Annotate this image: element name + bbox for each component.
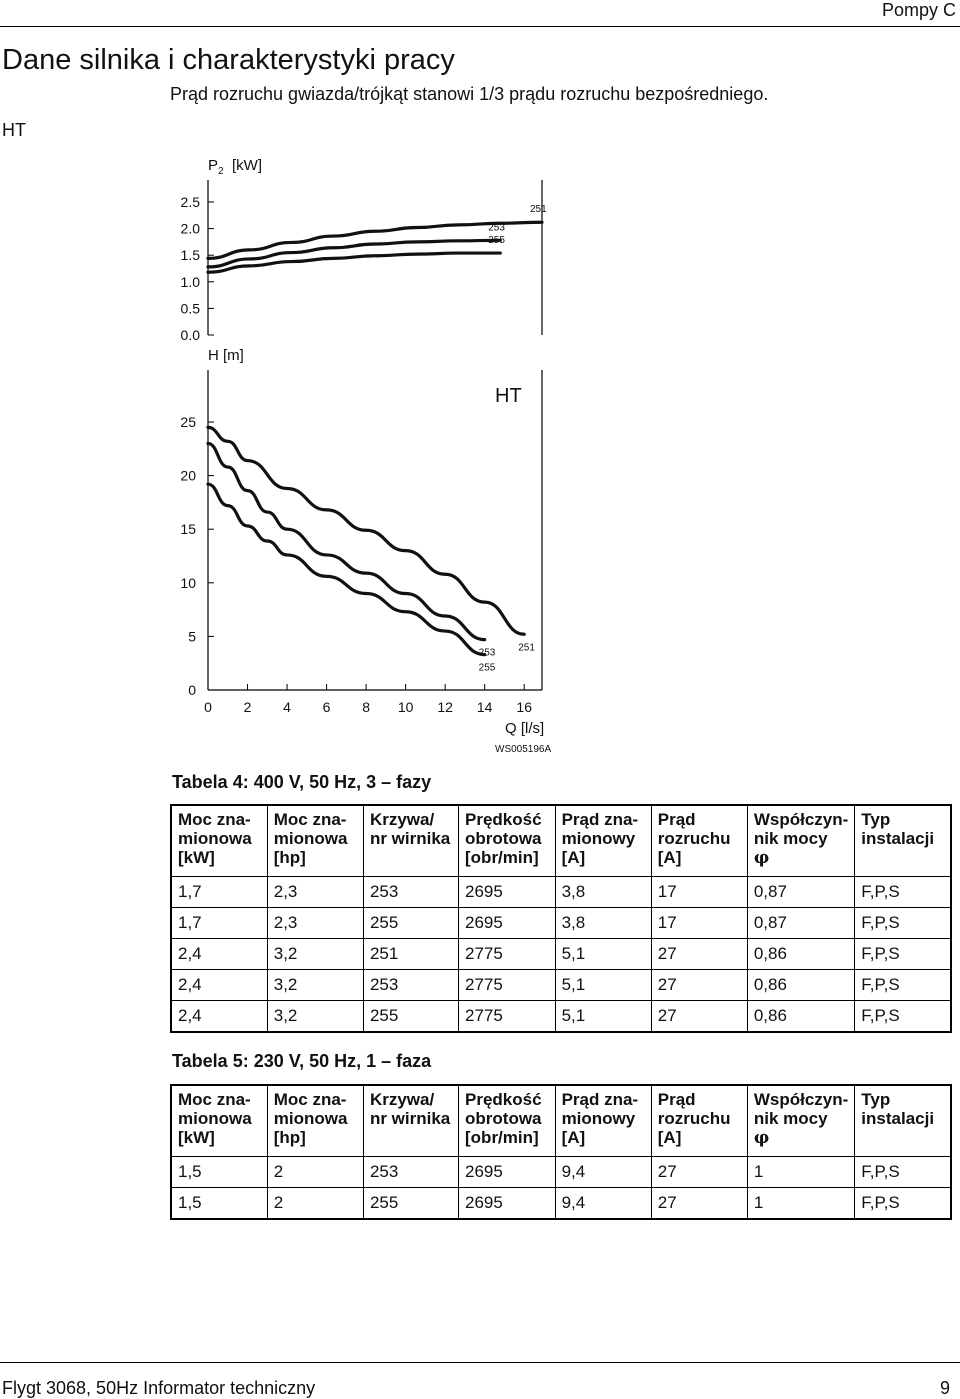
head-xtick-label: 4 [283, 699, 291, 715]
table5 [170, 1084, 952, 1220]
table-cell: 17 [651, 877, 747, 908]
power-yticks [181, 194, 214, 343]
table-header-cell: Prąd rozruchu [A] [651, 805, 747, 877]
head-chart [150, 340, 570, 760]
table-row [171, 1157, 951, 1188]
table-cell: F,P,S [855, 939, 951, 970]
table-cell: 3,8 [555, 908, 651, 939]
table-cell: 253 [363, 877, 458, 908]
table-row [171, 1188, 951, 1220]
head-curve-label: 255 [478, 662, 496, 674]
table-cell: F,P,S [855, 1001, 951, 1033]
table-cell: 251 [363, 939, 458, 970]
section-label: HT [2, 120, 26, 140]
head-yticks [180, 414, 214, 698]
table-header-cell: Prąd zna- mionowy [A] [555, 1085, 651, 1157]
table-cell: 253 [363, 1157, 458, 1188]
table-header-cell: Krzywa/ nr wirnika [363, 805, 458, 877]
table4-caption: Tabela 4: 400 V, 50 Hz, 3 – fazy [172, 772, 432, 792]
table-cell: 1,5 [171, 1157, 267, 1188]
table-row [171, 939, 951, 970]
table-cell: 1,5 [171, 1188, 267, 1220]
table-cell: 27 [651, 939, 747, 970]
table-header-cell: Prąd zna- mionowy [A] [555, 805, 651, 877]
power-curve-255 [208, 253, 500, 272]
table-header-cell: Typ instalacji [855, 1085, 951, 1157]
table-cell: 2,4 [171, 939, 267, 970]
table-cell: 2,4 [171, 1001, 267, 1033]
table-header-cell: Moc zna- mionowa [hp] [267, 1085, 363, 1157]
table-header-cell: Prędkość obrotowa [obr/min] [459, 805, 556, 877]
table-header-cell: Moc zna- mionowa [kW] [171, 805, 267, 877]
table-cell: 17 [651, 908, 747, 939]
table-cell: 27 [651, 1188, 747, 1220]
phi-symbol: φ [753, 1128, 770, 1148]
table-row [171, 908, 951, 939]
table-cell: 0,87 [747, 908, 854, 939]
table-cell: 5,1 [555, 1001, 651, 1033]
table-cell: 9,4 [555, 1157, 651, 1188]
table-header-cell: Typ instalacji [855, 805, 951, 877]
table4-header-row [171, 805, 951, 877]
head-ytick-label: 25 [180, 414, 196, 430]
head-xtick-label: 14 [476, 699, 493, 715]
footer-rule [0, 1362, 960, 1363]
power-series [208, 204, 547, 272]
phi-symbol: φ [753, 848, 770, 868]
table-cell: 255 [363, 1001, 458, 1033]
table-cell: 27 [651, 1157, 747, 1188]
table-cell: 9,4 [555, 1188, 651, 1220]
power-ytick-label: 0.0 [180, 327, 200, 343]
table-header-cell: Współczyn- nik mocy φ [747, 1085, 854, 1157]
table-header-cell: Moc zna- mionowa [hp] [267, 805, 363, 877]
table-cell: 3,2 [267, 970, 363, 1001]
head-xtick-label: 0 [204, 699, 212, 715]
head-xtick-label: 16 [516, 699, 533, 715]
head-xtick-label: 2 [243, 699, 252, 715]
power-ytick-label: 1.5 [180, 247, 200, 264]
table-header-cell: Krzywa/ nr wirnika [363, 1085, 458, 1157]
table-cell: 255 [363, 908, 458, 939]
power-ylabel-sub: 2 [218, 166, 224, 177]
figure-code: WS005196A [495, 744, 552, 755]
head-xtick-label: 10 [397, 699, 414, 715]
power-ytick-label: 2.0 [180, 220, 200, 237]
page-title: Dane silnika i charakterystyki pracy [2, 44, 455, 76]
table-cell: 253 [363, 970, 458, 1001]
head-curve-label: 251 [518, 642, 535, 654]
table5-header-row [171, 1085, 951, 1157]
power-ytick-label: 0.5 [180, 300, 200, 317]
table-cell: 1,7 [171, 908, 267, 939]
table-cell: 2695 [459, 1157, 556, 1188]
power-curve-label: 253 [488, 222, 505, 234]
table-cell: 3,8 [555, 877, 651, 908]
power-ytick-label: 1.0 [180, 273, 200, 290]
head-curve-253 [208, 443, 485, 639]
table-header-cell: Prąd rozruchu [A] [651, 1085, 747, 1157]
table-cell: 2775 [459, 970, 556, 1001]
head-curve-255 [208, 484, 485, 654]
table-cell: 1 [747, 1157, 854, 1188]
table-cell: 5,1 [555, 970, 651, 1001]
table-cell: 2695 [459, 1188, 556, 1220]
power-curve-label: 251 [530, 204, 547, 216]
table-cell: 255 [363, 1188, 458, 1220]
table-cell: 3,2 [267, 939, 363, 970]
page-subtitle: Prąd rozruchu gwiazda/trójkąt stanowi 1/3 prądu rozruchu bezpośredniego. [170, 84, 769, 104]
table-cell: 2 [267, 1157, 363, 1188]
table-cell: 27 [651, 970, 747, 1001]
table-cell: 2,3 [267, 877, 363, 908]
power-ylabel-unit: [kW] [232, 157, 262, 174]
table-cell: 2 [267, 1188, 363, 1220]
head-xtick-label: 12 [437, 699, 453, 715]
table-header-cell: Prędkość obrotowa [obr/min] [459, 1085, 556, 1157]
header-rule [0, 26, 960, 27]
table-row [171, 877, 951, 908]
head-ytick-label: 20 [180, 467, 196, 484]
table-cell: F,P,S [855, 1157, 951, 1188]
table-header-cell: Moc zna- mionowa [kW] [171, 1085, 267, 1157]
power-curve-label: 255 [488, 235, 505, 247]
table5-caption: Tabela 5: 230 V, 50 Hz, 1 – faza [172, 1051, 432, 1071]
head-curve-label: 253 [478, 647, 496, 659]
table-cell: F,P,S [855, 877, 951, 908]
table-cell: F,P,S [855, 1188, 951, 1220]
table-cell: 2,4 [171, 970, 267, 1001]
head-ylabel: H [m] [208, 347, 244, 364]
head-xlabel: Q [l/s] [505, 720, 545, 737]
head-xtick-label: 8 [362, 699, 371, 715]
head-series [208, 427, 535, 673]
table-cell: 1 [747, 1188, 854, 1220]
head-xticks [204, 684, 532, 715]
footer-title: Flygt 3068, 50Hz Informator techniczny [2, 1378, 316, 1398]
table-cell: 2775 [459, 939, 556, 970]
table-cell: 0,86 [747, 970, 854, 1001]
table-cell: 5,1 [555, 939, 651, 970]
table-row [171, 1001, 951, 1033]
head-ytick-label: 10 [180, 574, 196, 591]
table-cell: 2,3 [267, 908, 363, 939]
company-name: Pompy C [881, 0, 956, 20]
table-cell: 0,86 [747, 1001, 854, 1033]
table-header-cell: Współczyn- nik mocy φ [747, 805, 854, 877]
head-chart-title: HT [495, 385, 522, 407]
page-number: 9 [939, 1378, 950, 1398]
table-cell: F,P,S [855, 970, 951, 1001]
head-ytick-label: 15 [180, 521, 196, 538]
head-ytick-label: 0 [188, 682, 196, 698]
table-cell: 3,2 [267, 1001, 363, 1033]
table4 [170, 804, 952, 1033]
table-cell: 27 [651, 1001, 747, 1033]
table-cell: 2695 [459, 877, 556, 908]
table-cell: F,P,S [855, 908, 951, 939]
head-xtick-label: 6 [322, 699, 331, 715]
power-ytick-label: 2.5 [180, 194, 200, 210]
table-cell: 0,86 [747, 939, 854, 970]
table-row [171, 970, 951, 1001]
table-cell: 1,7 [171, 877, 267, 908]
power-ylabel-main: P [208, 157, 219, 174]
table-cell: 0,87 [747, 877, 854, 908]
table-cell: 2775 [459, 1001, 556, 1033]
table-cell: 2695 [459, 908, 556, 939]
head-ytick-label: 5 [188, 628, 196, 645]
power-chart [150, 150, 570, 365]
